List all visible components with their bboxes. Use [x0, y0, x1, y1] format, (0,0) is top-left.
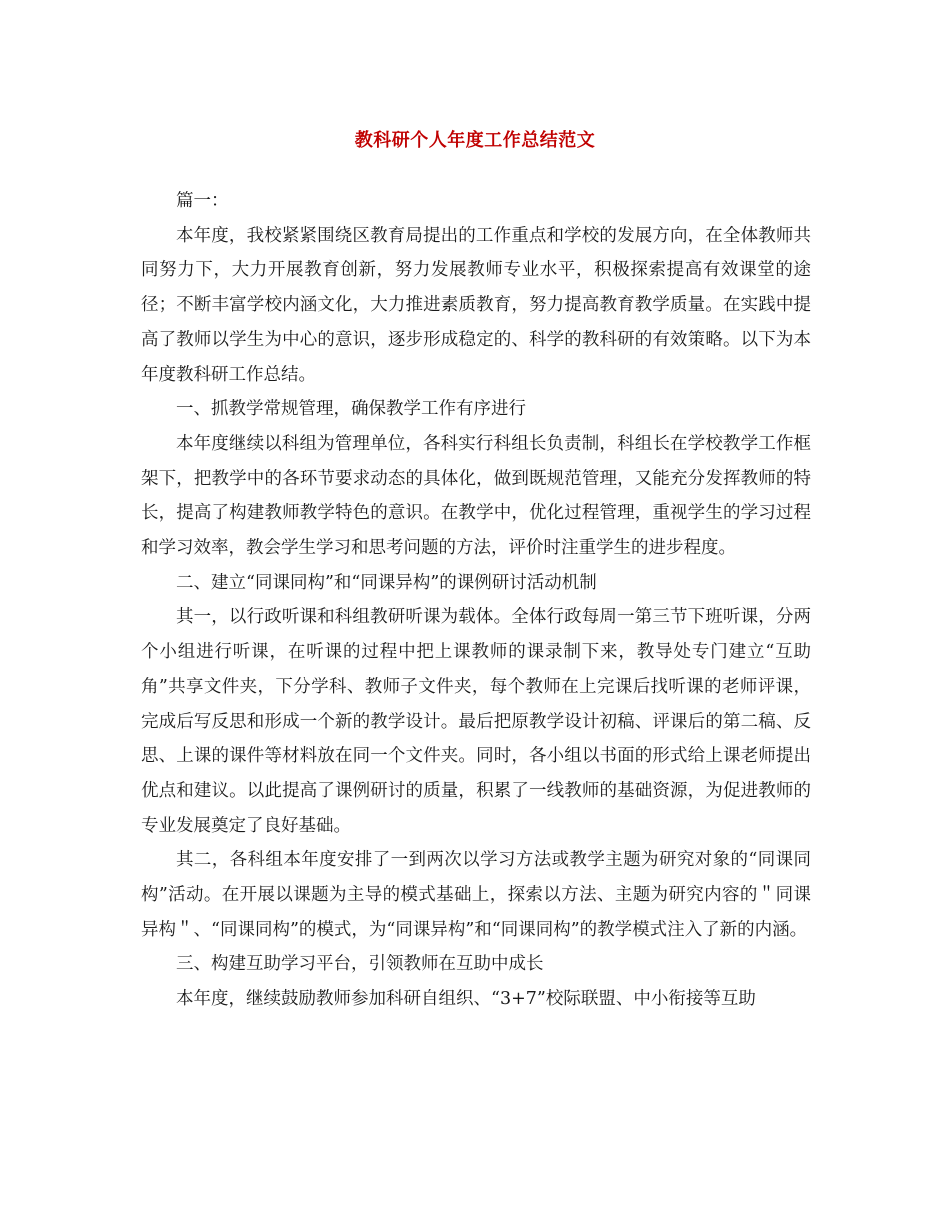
body-paragraph: 其二，各科组本年度安排了一到两次以学习方法或教学主题为研究对象的“同课同构”活动。在开展以课题为主导的模式基础上，探索以方法、主题为研究内容的＂同课异构＂、“同课同构”的模式，为“同课异构”和“同课同构”的教学模式注入了新的内涵。: [141, 850, 811, 940]
body-paragraph: 其一，以行政听课和科组教研听课为载体。全体行政每周一第三节下班听课，分两个小组进行听课，在听课的过程中把上课教师的课录制下来，教导处专门建立“互助角”共享文件夹，下分学科、教师子文件夹，每个教师在上完课后找听课的老师评课，完成后写反思和形成一个新的教学设计。最后把原教学设计初稿、评课后的第二稿、反思、上课的课件等材料放在同一个文件夹。同时，各小组以书面的形式给上课老师提出优点和建议。以此提高了课例研讨的质量，积累了一线教师的基础资源，为促进教师的专业发展奠定了良好基础。: [141, 607, 811, 836]
section-label: 篇一：: [176, 191, 229, 211]
intro-paragraph: 本年度，我校紧紧围绕区教育局提出的工作重点和学校的发展方向，在全体教师共同努力下，大力开展教育创新，努力发展教师专业水平，积极探索提高有效课堂的途径；不断丰富学校内涵文化，大力推进素质教育，努力提高教育教学质量。在实践中提高了教师以学生为中心的意识，逐步形成稳定的、科学的教科研的有效策略。以下为本年度教科研工作总结。: [141, 225, 811, 385]
document-body: [141, 184, 811, 1017]
body-paragraph: 本年度继续以科组为管理单位，各科实行科组长负责制，科组长在学校教学工作框架下，把教学中的各环节要求动态的具体化，做到既规范管理，又能充分发挥教师的特长，提高了构建教师教学特色的意识。在教学中，优化过程管理，重视学生的学习过程和学习效率，教会学生学习和思考问题的方法，评价时注重学生的进步程度。: [141, 433, 811, 559]
section-heading-3: 三、构建互助学习平台，引领教师在互助中成长: [176, 954, 544, 975]
document-title: 教科研个人年度工作总结范文: [354, 130, 596, 151]
section-heading-2: 二、建立“同课同构”和“同课异构”的课例研讨活动机制: [176, 572, 597, 593]
body-paragraph: 本年度，继续鼓励教师参加科研自组织、“3+7”校际联盟、中小衔接等互助: [176, 989, 756, 1010]
section-heading-1: 一、抓教学常规管理，确保教学工作有序进行: [176, 399, 526, 420]
